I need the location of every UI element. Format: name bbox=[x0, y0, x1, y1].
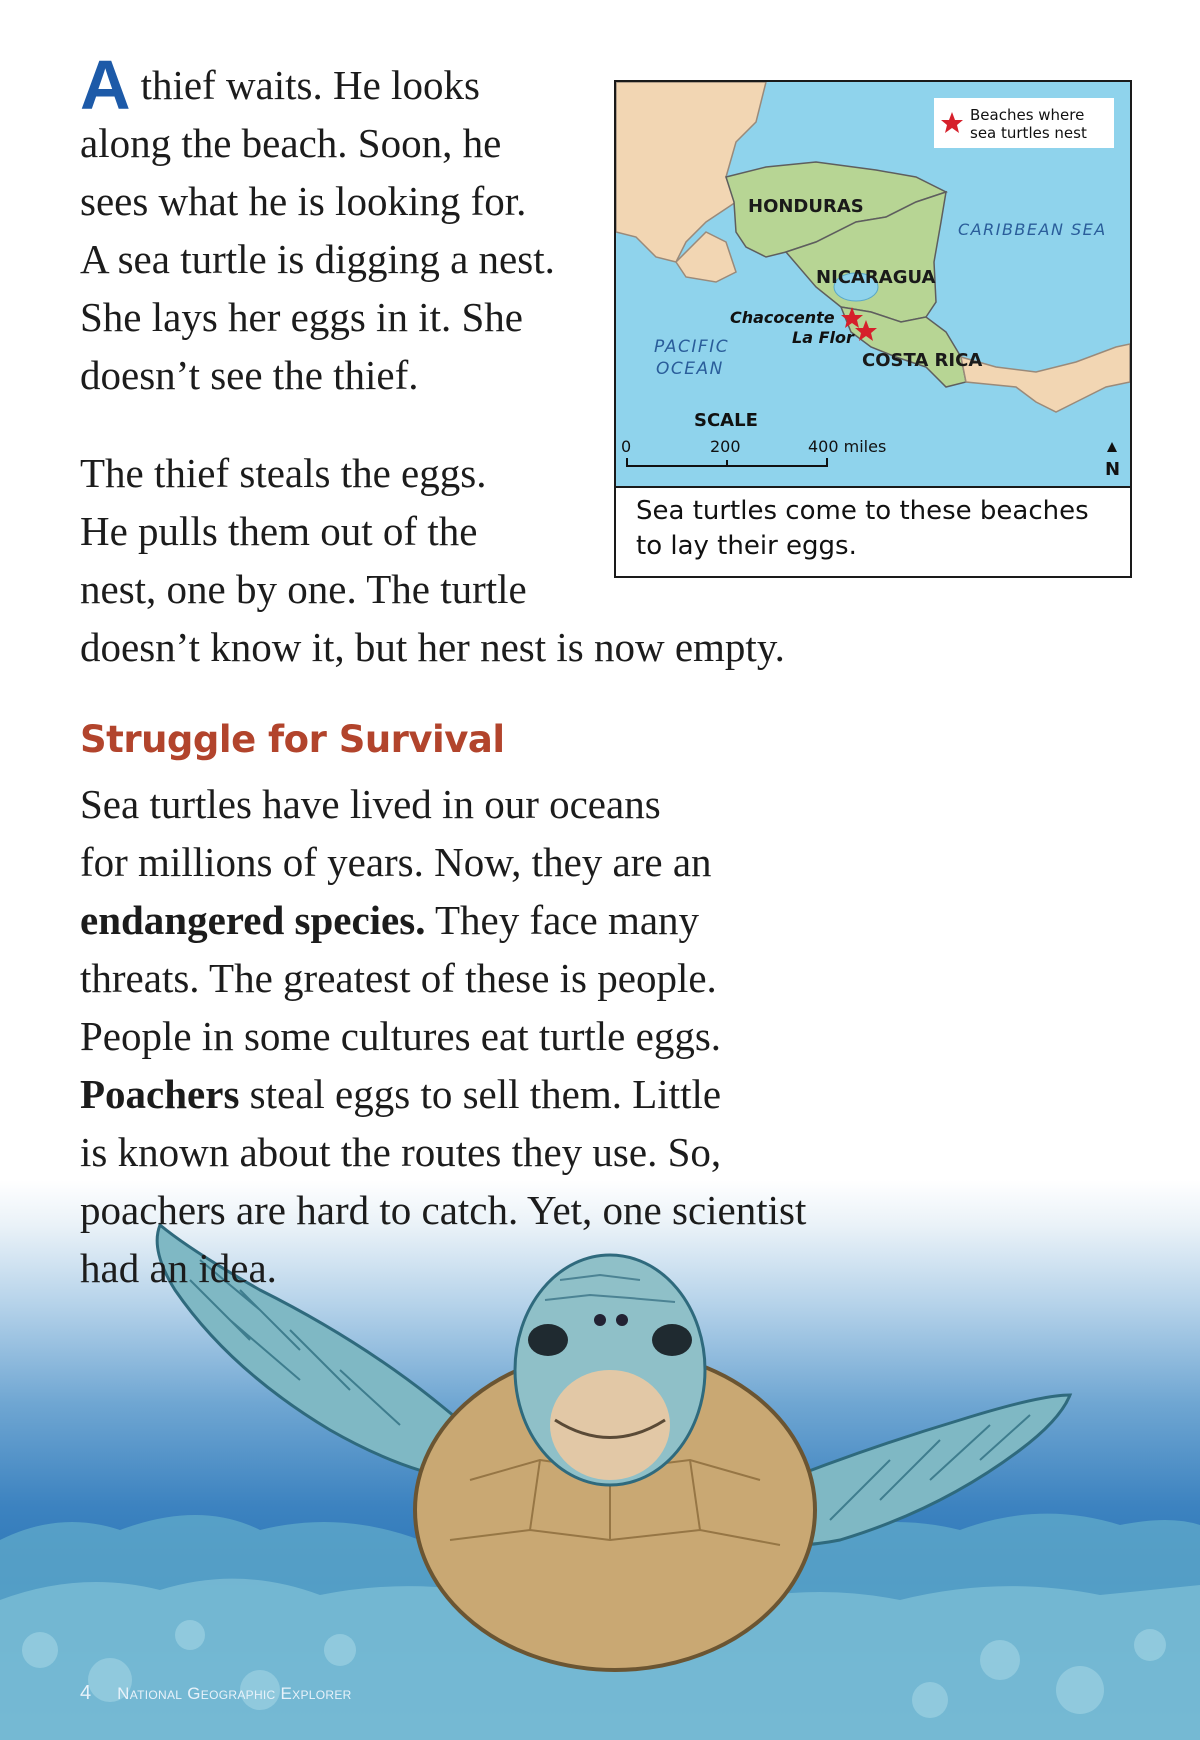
drop-cap: A bbox=[80, 46, 131, 124]
survival-line: poachers are hard to catch. Yet, one scientist bbox=[80, 1187, 807, 1233]
label-nicaragua: NICARAGUA bbox=[816, 267, 936, 288]
survival-line bbox=[80, 1065, 806, 1123]
intro-line: A sea turtle is digging a nest. bbox=[80, 236, 555, 282]
survival-paragraph bbox=[80, 775, 806, 1297]
survival-line: Sea turtles have lived in our oceans bbox=[80, 781, 661, 827]
label-chacocente: Chacocente bbox=[730, 308, 835, 327]
survival-line bbox=[80, 891, 806, 949]
intro-paragraph bbox=[80, 46, 555, 404]
survival-line-rest: steal eggs to sell them. Little bbox=[239, 1071, 722, 1117]
survival-line: for millions of years. Now, they are an bbox=[80, 839, 712, 885]
label-caribbean-sea: CARIBBEAN SEA bbox=[958, 220, 1107, 239]
scale-tick-label: 400 miles bbox=[808, 437, 887, 456]
intro-line: doesn’t see the thief. bbox=[80, 352, 419, 398]
glossary-term-endangered: endangered species. bbox=[80, 897, 426, 943]
label-honduras: HONDURAS bbox=[748, 196, 864, 217]
thief-line: He pulls them out of the bbox=[80, 508, 478, 554]
label-costa-rica: COSTA RICA bbox=[862, 350, 983, 371]
scale-title: SCALE bbox=[694, 410, 758, 431]
map-caption: Sea turtles come to these beaches to lay their eggs. bbox=[636, 496, 1089, 561]
intro-line: sees what he is looking for. bbox=[80, 178, 527, 224]
legend-label: Beaches where bbox=[970, 106, 1085, 124]
thief-line: doesn’t know it, but her nest is now empty. bbox=[80, 624, 785, 670]
survival-line: is known about the routes they use. So, bbox=[80, 1129, 722, 1175]
survival-line: People in some cultures eat turtle eggs. bbox=[80, 1013, 722, 1059]
map-divider bbox=[616, 486, 1130, 488]
page-number: 4 bbox=[80, 1682, 92, 1704]
label-la-flor: La Flor bbox=[792, 328, 854, 347]
intro-line: along the beach. Soon, he bbox=[80, 120, 502, 166]
survival-line-rest: They face many bbox=[425, 897, 700, 943]
north-label: N bbox=[1105, 459, 1121, 480]
thief-line: nest, one by one. The turtle bbox=[80, 566, 527, 612]
survival-line: threats. The greatest of these is people. bbox=[80, 955, 717, 1001]
survival-line: had an idea. bbox=[80, 1245, 277, 1291]
label-pacific: PACIFIC bbox=[654, 337, 730, 357]
central-america-map-figure bbox=[614, 80, 1132, 578]
intro-line: thief waits. He looks bbox=[140, 62, 480, 108]
thief-line: The thief steals the eggs. bbox=[80, 450, 487, 496]
section-heading: Struggle for Survival bbox=[80, 718, 505, 761]
glossary-term-poachers: Poachers bbox=[80, 1071, 240, 1117]
scale-tick-label: 0 bbox=[621, 437, 632, 456]
label-ocean: OCEAN bbox=[656, 359, 724, 379]
intro-line: She lays her eggs in it. She bbox=[80, 294, 523, 340]
publication-title: National Geographic Explorer bbox=[117, 1684, 352, 1703]
page-footer bbox=[80, 1682, 352, 1705]
scale-tick-label: 200 bbox=[710, 437, 741, 456]
central-america-map bbox=[616, 82, 1130, 486]
legend-label: sea turtles nest bbox=[970, 124, 1087, 142]
